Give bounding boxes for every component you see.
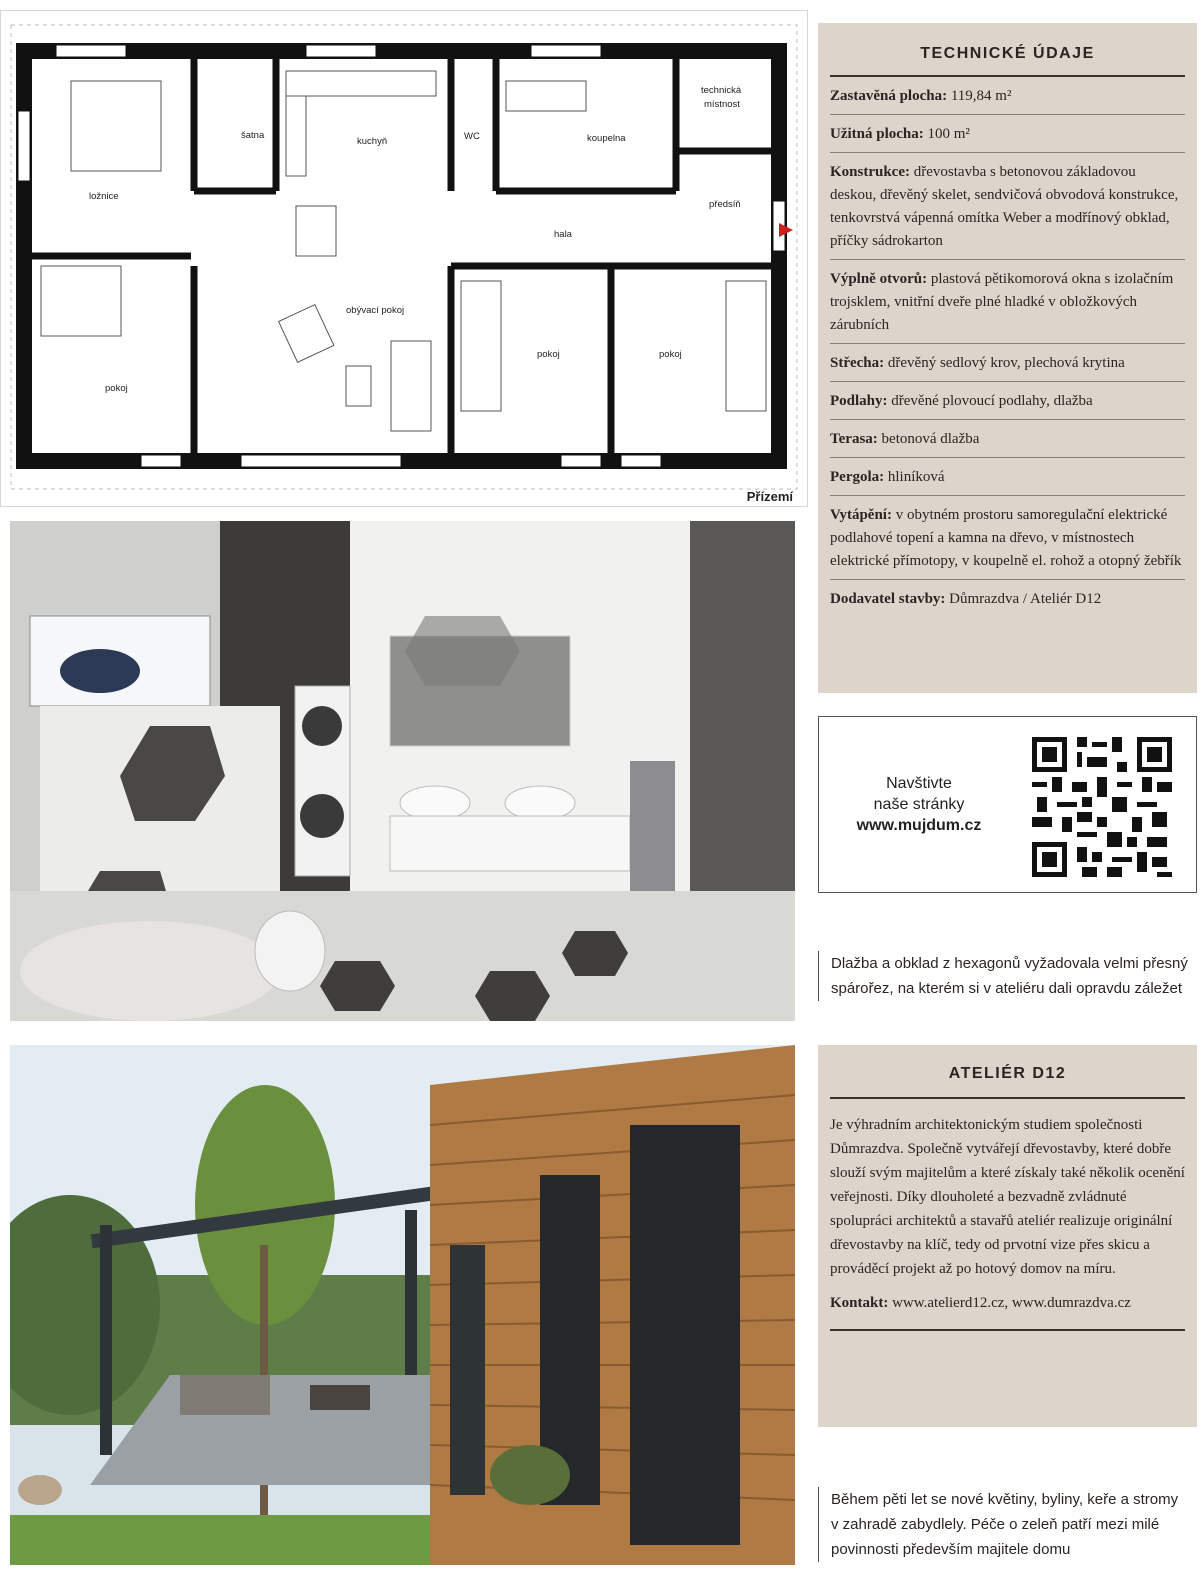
bathroom-caption: Dlažba a obklad z hexagonů vyžadovala velmi přesný spárořez, na kterém si v ateliéru dali opravdu záležet [818, 951, 1188, 1001]
tech-row-label: Užitná plocha: [830, 126, 924, 142]
technical-details-box [818, 23, 1197, 693]
qr-line-1: Navštivte [886, 775, 952, 792]
atelier-contact [830, 1291, 1185, 1331]
tech-row-value: dřevěný sedlový krov, plechová krytina [887, 355, 1125, 371]
tech-row [830, 115, 1185, 153]
room-label-technicka-2: místnost [704, 99, 740, 110]
room-label-satna: šatna [241, 130, 265, 141]
tech-row-label: Pergola: [830, 469, 885, 485]
tech-row-value: dřevěné plovoucí podlahy, dlažba [891, 393, 1093, 409]
atelier-contact-links[interactable]: www.atelierd12.cz, www.dumrazdva.cz [892, 1295, 1131, 1311]
tech-row-value: Důmrazdva / Ateliér D12 [949, 591, 1102, 607]
tech-row-value: plastová pětikomorová okna s izolačním trojsklem, vnitřní dveře plné hladké v obložkových zárubních [830, 271, 1174, 333]
tech-row-label: Vytápění: [830, 507, 892, 523]
room-label-kuchyn: kuchyň [357, 136, 388, 147]
tech-row [830, 420, 1185, 458]
tech-row [830, 77, 1185, 115]
tech-row-value: 100 m² [927, 126, 970, 142]
tech-row-value: dřevostavba s betonovou základovou deskou, dřevěný skelet, sendvičová obvodová konstrukce, tenkovrstvá vápenná omítka Weber a modřínový obklad, příčky sádrokarton [830, 164, 1179, 249]
garden-caption: Během pěti let se nové květiny, byliny, keře a stromy v zahradě zabydlely. Péče o zeleň patří mezi milé povinnosti především majitele domu [818, 1487, 1188, 1562]
room-label-obyvaci: obývací pokoj [346, 305, 405, 316]
floor-plan-drawing [1, 11, 809, 508]
tech-row-value: hliníková [887, 469, 945, 485]
tech-row-value: 119,84 m² [950, 88, 1012, 104]
qr-promo-box [818, 716, 1197, 893]
room-label-wc: WC [464, 131, 480, 142]
floor-plan [0, 10, 808, 507]
tech-row-label: Konstrukce: [830, 164, 910, 180]
bathroom-photo [10, 521, 795, 1021]
qr-line-2: naše stránky [873, 796, 965, 813]
tech-row-value: betonová dlažba [881, 431, 980, 447]
room-label-koupelna: koupelna [587, 133, 626, 144]
tech-row-label: Výplně otvorů: [830, 271, 928, 287]
technical-details-title: TECHNICKÉ ÚDAJE [830, 23, 1185, 77]
floor-plan-caption: Přízemí [746, 489, 793, 504]
room-label-pokoj-mid: pokoj [537, 349, 560, 360]
room-label-technicka-1: technická [701, 85, 742, 96]
tech-row [830, 458, 1185, 496]
atelier-title: ATELIÉR D12 [830, 1045, 1185, 1099]
tech-row [830, 580, 1185, 617]
atelier-contact-label: Kontakt: [830, 1295, 889, 1311]
tech-row [830, 344, 1185, 382]
room-label-loznice: ložnice [89, 191, 119, 202]
qr-code-icon[interactable] [1032, 737, 1172, 877]
tech-row-label: Terasa: [830, 431, 878, 447]
qr-url-link[interactable]: www.mujdum.cz [856, 817, 982, 834]
tech-row-label: Dodavatel stavby: [830, 591, 946, 607]
qr-promo-text [839, 773, 999, 836]
room-label-predsin: předsíň [709, 199, 741, 210]
tech-row [830, 496, 1185, 580]
room-label-pokoj-left: pokoj [105, 383, 128, 394]
room-label-pokoj-right: pokoj [659, 349, 682, 360]
tech-row-value: v obytném prostoru samoregulační elektrické podlahové topení a kamna na dřevo, v místnostech elektrické přímotopy, v koupelně el. rohož a otopný žebřík [830, 507, 1182, 569]
garden-photo [10, 1045, 795, 1565]
room-label-hala: hala [554, 229, 572, 240]
tech-row-label: Zastavěná plocha: [830, 88, 948, 104]
atelier-box [818, 1045, 1197, 1427]
tech-row [830, 260, 1185, 344]
tech-row [830, 382, 1185, 420]
atelier-description: Je výhradním architektonickým studiem společnosti Důmrazdva. Společně vytvářejí dřevostavby, které dobře slouží svým majitelům a které získaly také několik ocenění veřejnosti. Díky dlouholeté a bezvadně zvládnuté spolupráci architektů a stavařů ateliér realizuje originální dřevostavby na klíč, tedy od prvotní vize přes skicu a prováděcí projekt až po hotový domov na míru. [830, 1117, 1185, 1277]
tech-row-label: Podlahy: [830, 393, 888, 409]
tech-row-label: Střecha: [830, 355, 885, 371]
tech-row [830, 153, 1185, 260]
